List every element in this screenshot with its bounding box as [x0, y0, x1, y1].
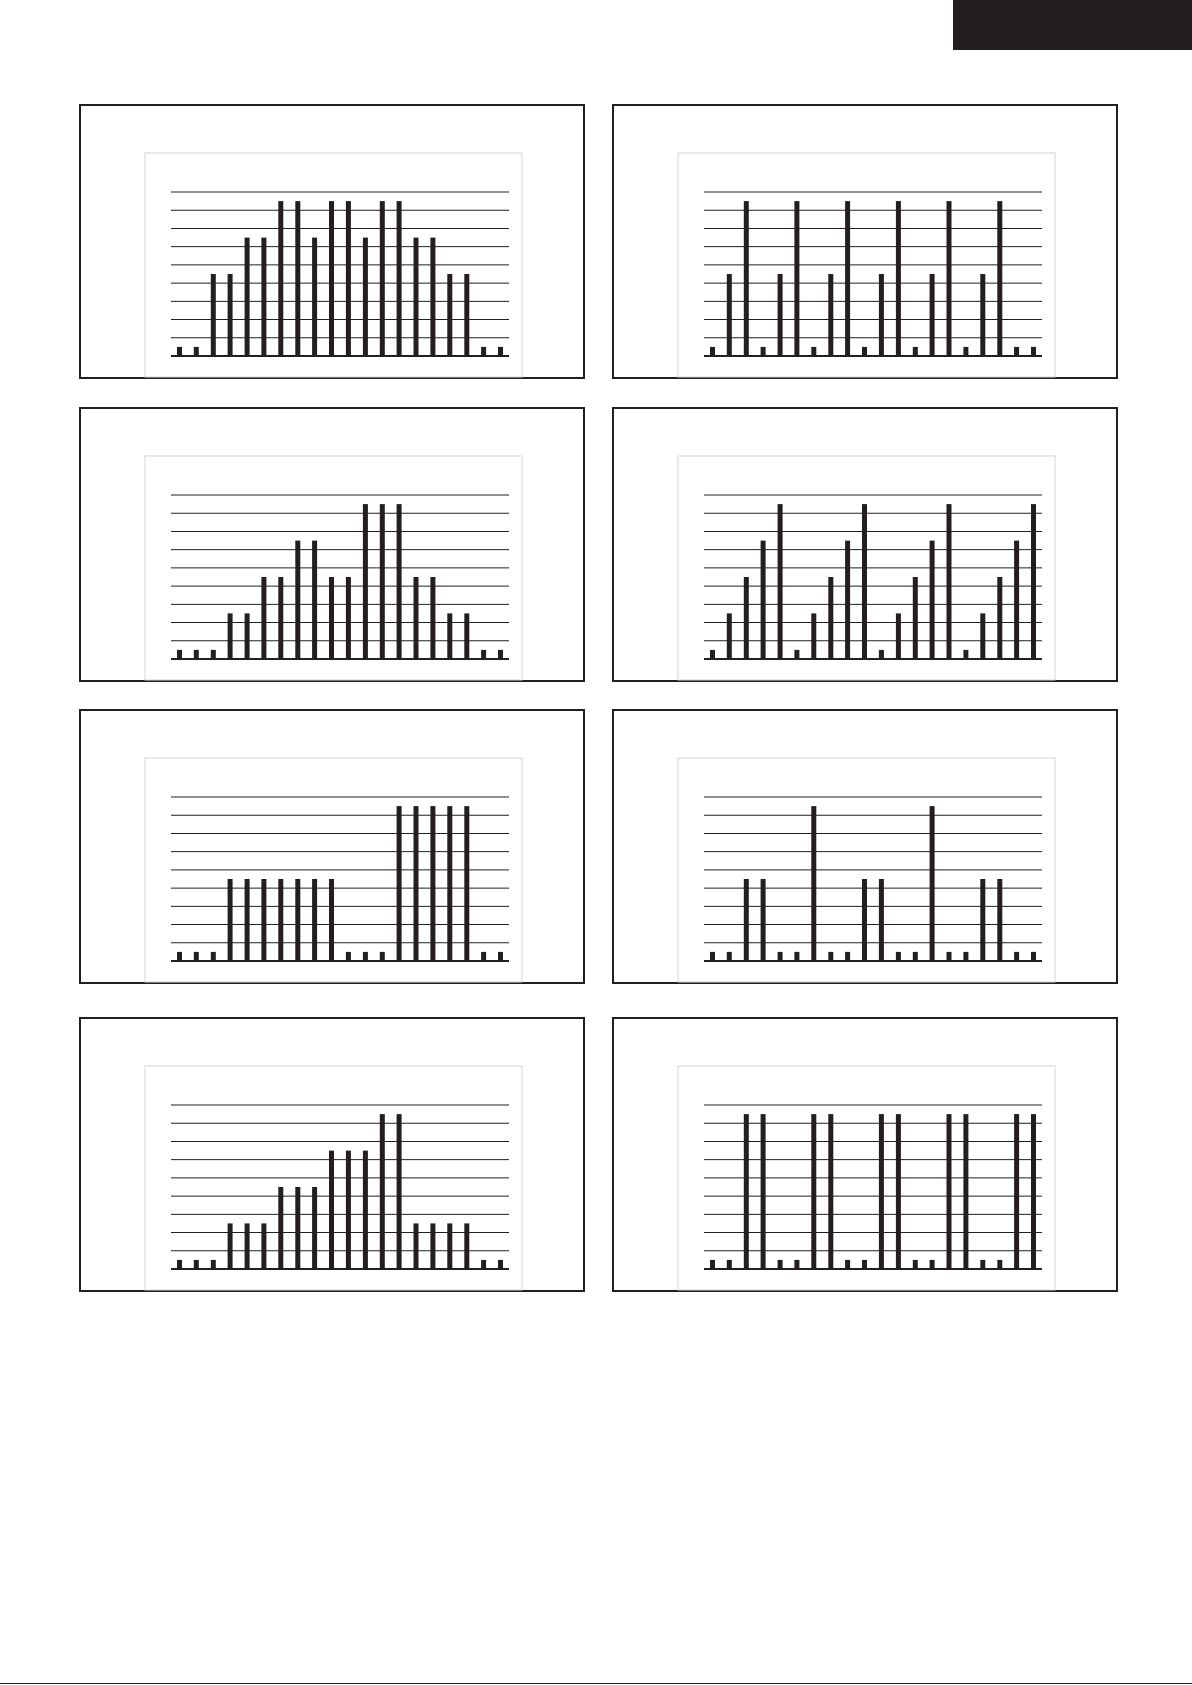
bar [261, 577, 266, 659]
bar [963, 952, 968, 961]
bar [498, 650, 503, 659]
bar [481, 1260, 486, 1269]
chart-panel-3 [79, 407, 585, 682]
header-tab [953, 0, 1192, 50]
bar [761, 541, 766, 659]
bar [481, 650, 486, 659]
bar [744, 201, 749, 356]
bar [963, 650, 968, 659]
bar [896, 952, 901, 961]
bar [710, 1260, 715, 1269]
bar [744, 879, 749, 961]
bar [1014, 1114, 1019, 1269]
bar [312, 1187, 317, 1269]
bar [295, 201, 300, 356]
bar [710, 650, 715, 659]
bar [397, 806, 402, 961]
bar [228, 274, 233, 356]
bar [261, 1223, 266, 1269]
bar [228, 879, 233, 961]
bar [862, 347, 867, 356]
bar [447, 806, 452, 961]
bar [828, 952, 833, 961]
bar [845, 541, 850, 659]
bar [727, 952, 732, 961]
bar [177, 347, 182, 356]
bar [295, 1187, 300, 1269]
bar [380, 952, 385, 961]
bar-chart [81, 711, 583, 982]
bar [194, 952, 199, 961]
bar [896, 1114, 901, 1269]
bar [312, 879, 317, 961]
bar [1031, 504, 1036, 659]
bar-chart [81, 409, 583, 680]
bar [481, 347, 486, 356]
bar [930, 541, 935, 659]
bar [329, 577, 334, 659]
bar [744, 1114, 749, 1269]
bar [447, 613, 452, 659]
bar [177, 650, 182, 659]
bar [811, 1114, 816, 1269]
bar [879, 274, 884, 356]
bar [363, 504, 368, 659]
bar [245, 238, 250, 356]
bar [947, 504, 952, 659]
bar [963, 1114, 968, 1269]
bar [464, 613, 469, 659]
bar-chart [614, 106, 1116, 377]
bar [380, 504, 385, 659]
bar [397, 201, 402, 356]
bar-chart [614, 409, 1116, 680]
bar [481, 952, 486, 961]
bar [346, 952, 351, 961]
bar [879, 650, 884, 659]
bar [913, 1260, 918, 1269]
bar [761, 879, 766, 961]
bar [211, 1260, 216, 1269]
bar [811, 347, 816, 356]
bar [397, 504, 402, 659]
bar [997, 879, 1002, 961]
bar [845, 1260, 850, 1269]
bar [194, 650, 199, 659]
bar [329, 1151, 334, 1269]
bar [1031, 1114, 1036, 1269]
chart-panel-4 [612, 407, 1118, 682]
bar [778, 504, 783, 659]
bar [194, 1260, 199, 1269]
bar [447, 1223, 452, 1269]
bar [710, 952, 715, 961]
bar [228, 1223, 233, 1269]
bar-chart [81, 106, 583, 377]
bar [312, 541, 317, 659]
bar [778, 952, 783, 961]
bar [845, 201, 850, 356]
bar [778, 1260, 783, 1269]
bar [710, 347, 715, 356]
bar [464, 806, 469, 961]
bar [278, 1187, 283, 1269]
bar [1014, 347, 1019, 356]
chart-panel-8 [612, 1017, 1118, 1292]
bar [211, 952, 216, 961]
bar [397, 1114, 402, 1269]
bar [794, 1260, 799, 1269]
bar [346, 577, 351, 659]
bar [228, 613, 233, 659]
bar [464, 1223, 469, 1269]
bar [913, 347, 918, 356]
bar [380, 201, 385, 356]
bar [828, 274, 833, 356]
bar [430, 238, 435, 356]
chart-panel-2 [612, 104, 1118, 379]
bar [278, 879, 283, 961]
bar [447, 274, 452, 356]
bar-chart [614, 1019, 1116, 1290]
bar [997, 201, 1002, 356]
bar [194, 347, 199, 356]
bar [380, 1114, 385, 1269]
chart-panel-7 [79, 1017, 585, 1292]
bar [329, 879, 334, 961]
bar [930, 1260, 935, 1269]
bar [913, 577, 918, 659]
bar [930, 274, 935, 356]
bar [980, 274, 985, 356]
bar [1031, 347, 1036, 356]
bar [312, 238, 317, 356]
bar [947, 201, 952, 356]
bar [947, 952, 952, 961]
bar [828, 577, 833, 659]
bar [346, 1151, 351, 1269]
bar [177, 952, 182, 961]
bar [794, 952, 799, 961]
bar [980, 613, 985, 659]
bar [862, 879, 867, 961]
bar [278, 577, 283, 659]
bar [498, 1260, 503, 1269]
bar [778, 274, 783, 356]
bar [727, 613, 732, 659]
chart-panel-5 [79, 709, 585, 984]
bar-chart [81, 1019, 583, 1290]
bar [211, 650, 216, 659]
bar [980, 879, 985, 961]
bar [727, 1260, 732, 1269]
bar [828, 1114, 833, 1269]
bar [295, 541, 300, 659]
bar [414, 806, 419, 961]
bar [498, 347, 503, 356]
bar [498, 952, 503, 961]
bar [464, 274, 469, 356]
chart-panel-6 [612, 709, 1118, 984]
bottom-rule [0, 1683, 1192, 1684]
bar [794, 201, 799, 356]
bar [295, 879, 300, 961]
bar [430, 1223, 435, 1269]
bar [794, 650, 799, 659]
bar [862, 504, 867, 659]
bar [430, 806, 435, 961]
bar [980, 1260, 985, 1269]
bar-chart [614, 711, 1116, 982]
bar [278, 201, 283, 356]
bar [997, 1260, 1002, 1269]
bar [896, 201, 901, 356]
bar [329, 201, 334, 356]
bar [1031, 952, 1036, 961]
bar [414, 238, 419, 356]
bar [261, 879, 266, 961]
bar [913, 952, 918, 961]
bar [862, 1260, 867, 1269]
bar [1014, 541, 1019, 659]
bar [177, 1260, 182, 1269]
bar [211, 274, 216, 356]
bar [896, 613, 901, 659]
bar [245, 613, 250, 659]
bar [414, 1223, 419, 1269]
bar [346, 201, 351, 356]
bar [879, 879, 884, 961]
chart-panel-1 [79, 104, 585, 379]
bar [261, 238, 266, 356]
bar [430, 577, 435, 659]
bar [811, 613, 816, 659]
bar [363, 1151, 368, 1269]
bar [245, 879, 250, 961]
bar [879, 1114, 884, 1269]
bar [363, 238, 368, 356]
bar [414, 577, 419, 659]
bar [727, 274, 732, 356]
bar [963, 347, 968, 356]
bar [811, 806, 816, 961]
bar [761, 347, 766, 356]
bar [245, 1223, 250, 1269]
bar [363, 952, 368, 961]
bar [997, 577, 1002, 659]
bar [947, 1114, 952, 1269]
bar [930, 806, 935, 961]
bar [1014, 952, 1019, 961]
bar [845, 952, 850, 961]
bar [744, 577, 749, 659]
bar [761, 1114, 766, 1269]
